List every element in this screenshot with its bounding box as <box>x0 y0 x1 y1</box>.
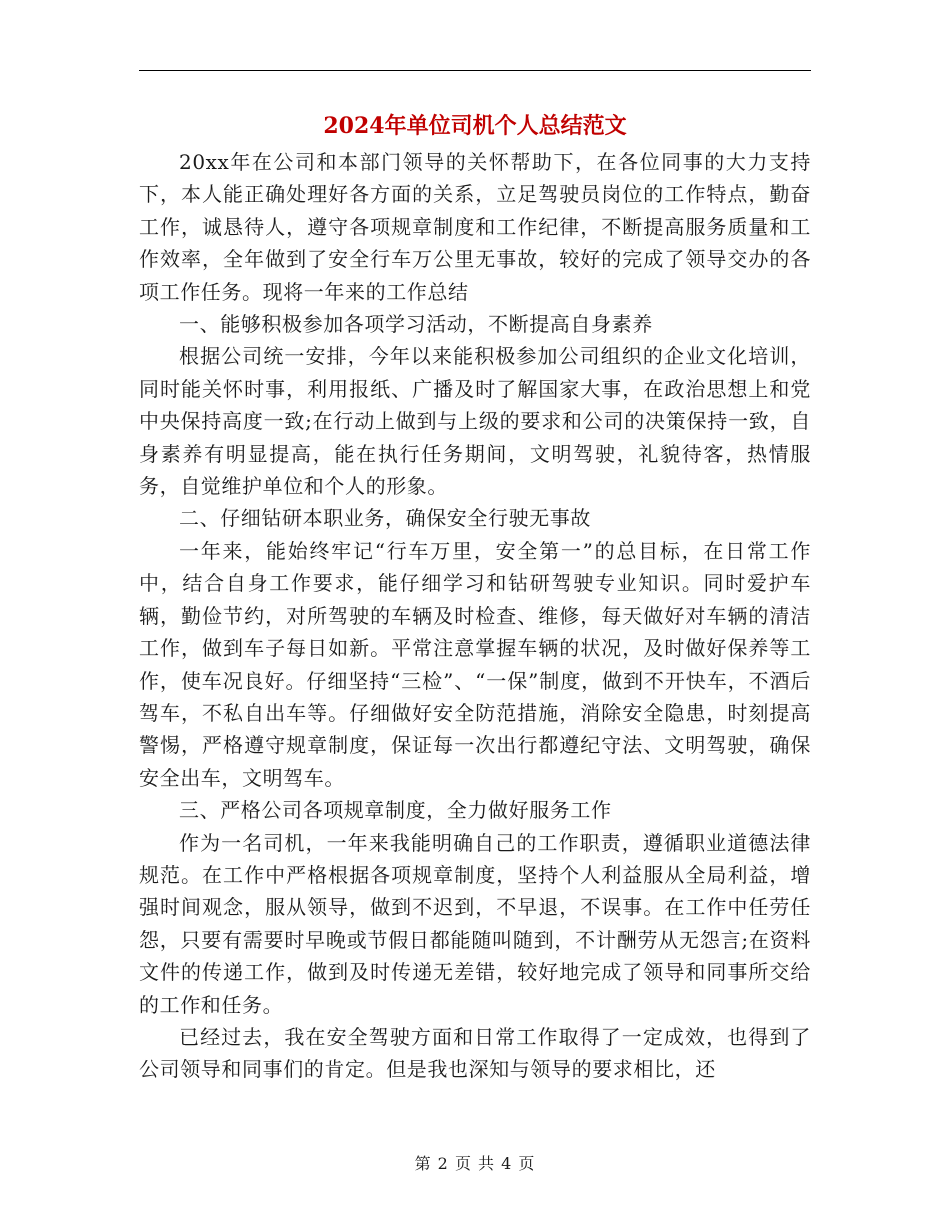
paragraph-closing: 已经过去，我在安全驾驶方面和日常工作取得了一定成效，也得到了公司领导和同事们的肯定。但是我也深知与领导的要求相比，还 <box>139 1024 811 1082</box>
section-heading-2: 二、仔细钻研本职业务，确保安全行驶无事故 <box>179 506 591 531</box>
paragraph-section-2: 一年来，能始终牢记“行车万里，安全第一”的总目标，在日常工作中，结合自身工作要求，能仔细学习和钻研驾驶专业知识。同时爱护车辆，勤俭节约，对所驾驶的车辆及时检查、维修，每天做好对车辆的清洁工作，做到车子每日如新。平常注意掌握车辆的状况，及时做好保养等工作，使车况良好。仔细坚持“三检”、“一保”制度，做到不开快车，不酒后驾车，不私自出车等。仔细做好安全防范措施，消除安全隐患，时刻提高警惕，严格遵守规章制度，保证每一次出行都遵纪守法、文明驾驶，确保安全出车，文明驾车。 <box>139 538 811 790</box>
section-heading-1: 一、能够积极参加各项学习活动，不断提高自身素养 <box>179 312 653 337</box>
paragraph-intro: 20xx年在公司和本部门领导的关怀帮助下，在各位同事的大力支持下，本人能正确处理好各方面的关系，立足驾驶员岗位的工作特点，勤奋工作，诚恳待人，遵守各项规章制度和工作纪律，不断提高服务质量和工作效率，全年做到了安全行车万公里无事故，较好的完成了领导交办的各项工作任务。现将一年来的工作总结 <box>139 150 811 304</box>
header-rule <box>139 70 811 71</box>
section-heading-3: 三、严格公司各项规章制度，全力做好服务工作 <box>179 798 612 823</box>
document-body <box>139 146 811 1086</box>
document-title: 2024年单位司机个人总结范文 <box>323 113 627 139</box>
paragraph-section-3: 作为一名司机，一年来我能明确自己的工作职责，遵循职业道德法律规范。在工作中严格根据各项规章制度，坚持个人利益服从全局利益，增强时间观念，服从领导，做到不迟到，不早退，不误事。在工作中任劳任怨，只要有需要时早晚或节假日都能随叫随到，不计酬劳从无怨言;在资料文件的传递工作，做到及时传递无差错，较好地完成了领导和同事所交给的工作和任务。 <box>139 830 811 1017</box>
page-footer: 第 2 页 共 4 页 <box>414 1154 536 1173</box>
paragraph-section-1: 根据公司统一安排，今年以来能积极参加公司组织的企业文化培训，同时能关怀时事，利用报纸、广播及时了解国家大事，在政治思想上和党中央保持高度一致;在行动上做到与上级的要求和公司的决策保持一致，自身素养有明显提高，能在执行任务期间，文明驾驶，礼貌待客，热情服务，自觉维护单位和个人的形象。 <box>139 344 811 499</box>
